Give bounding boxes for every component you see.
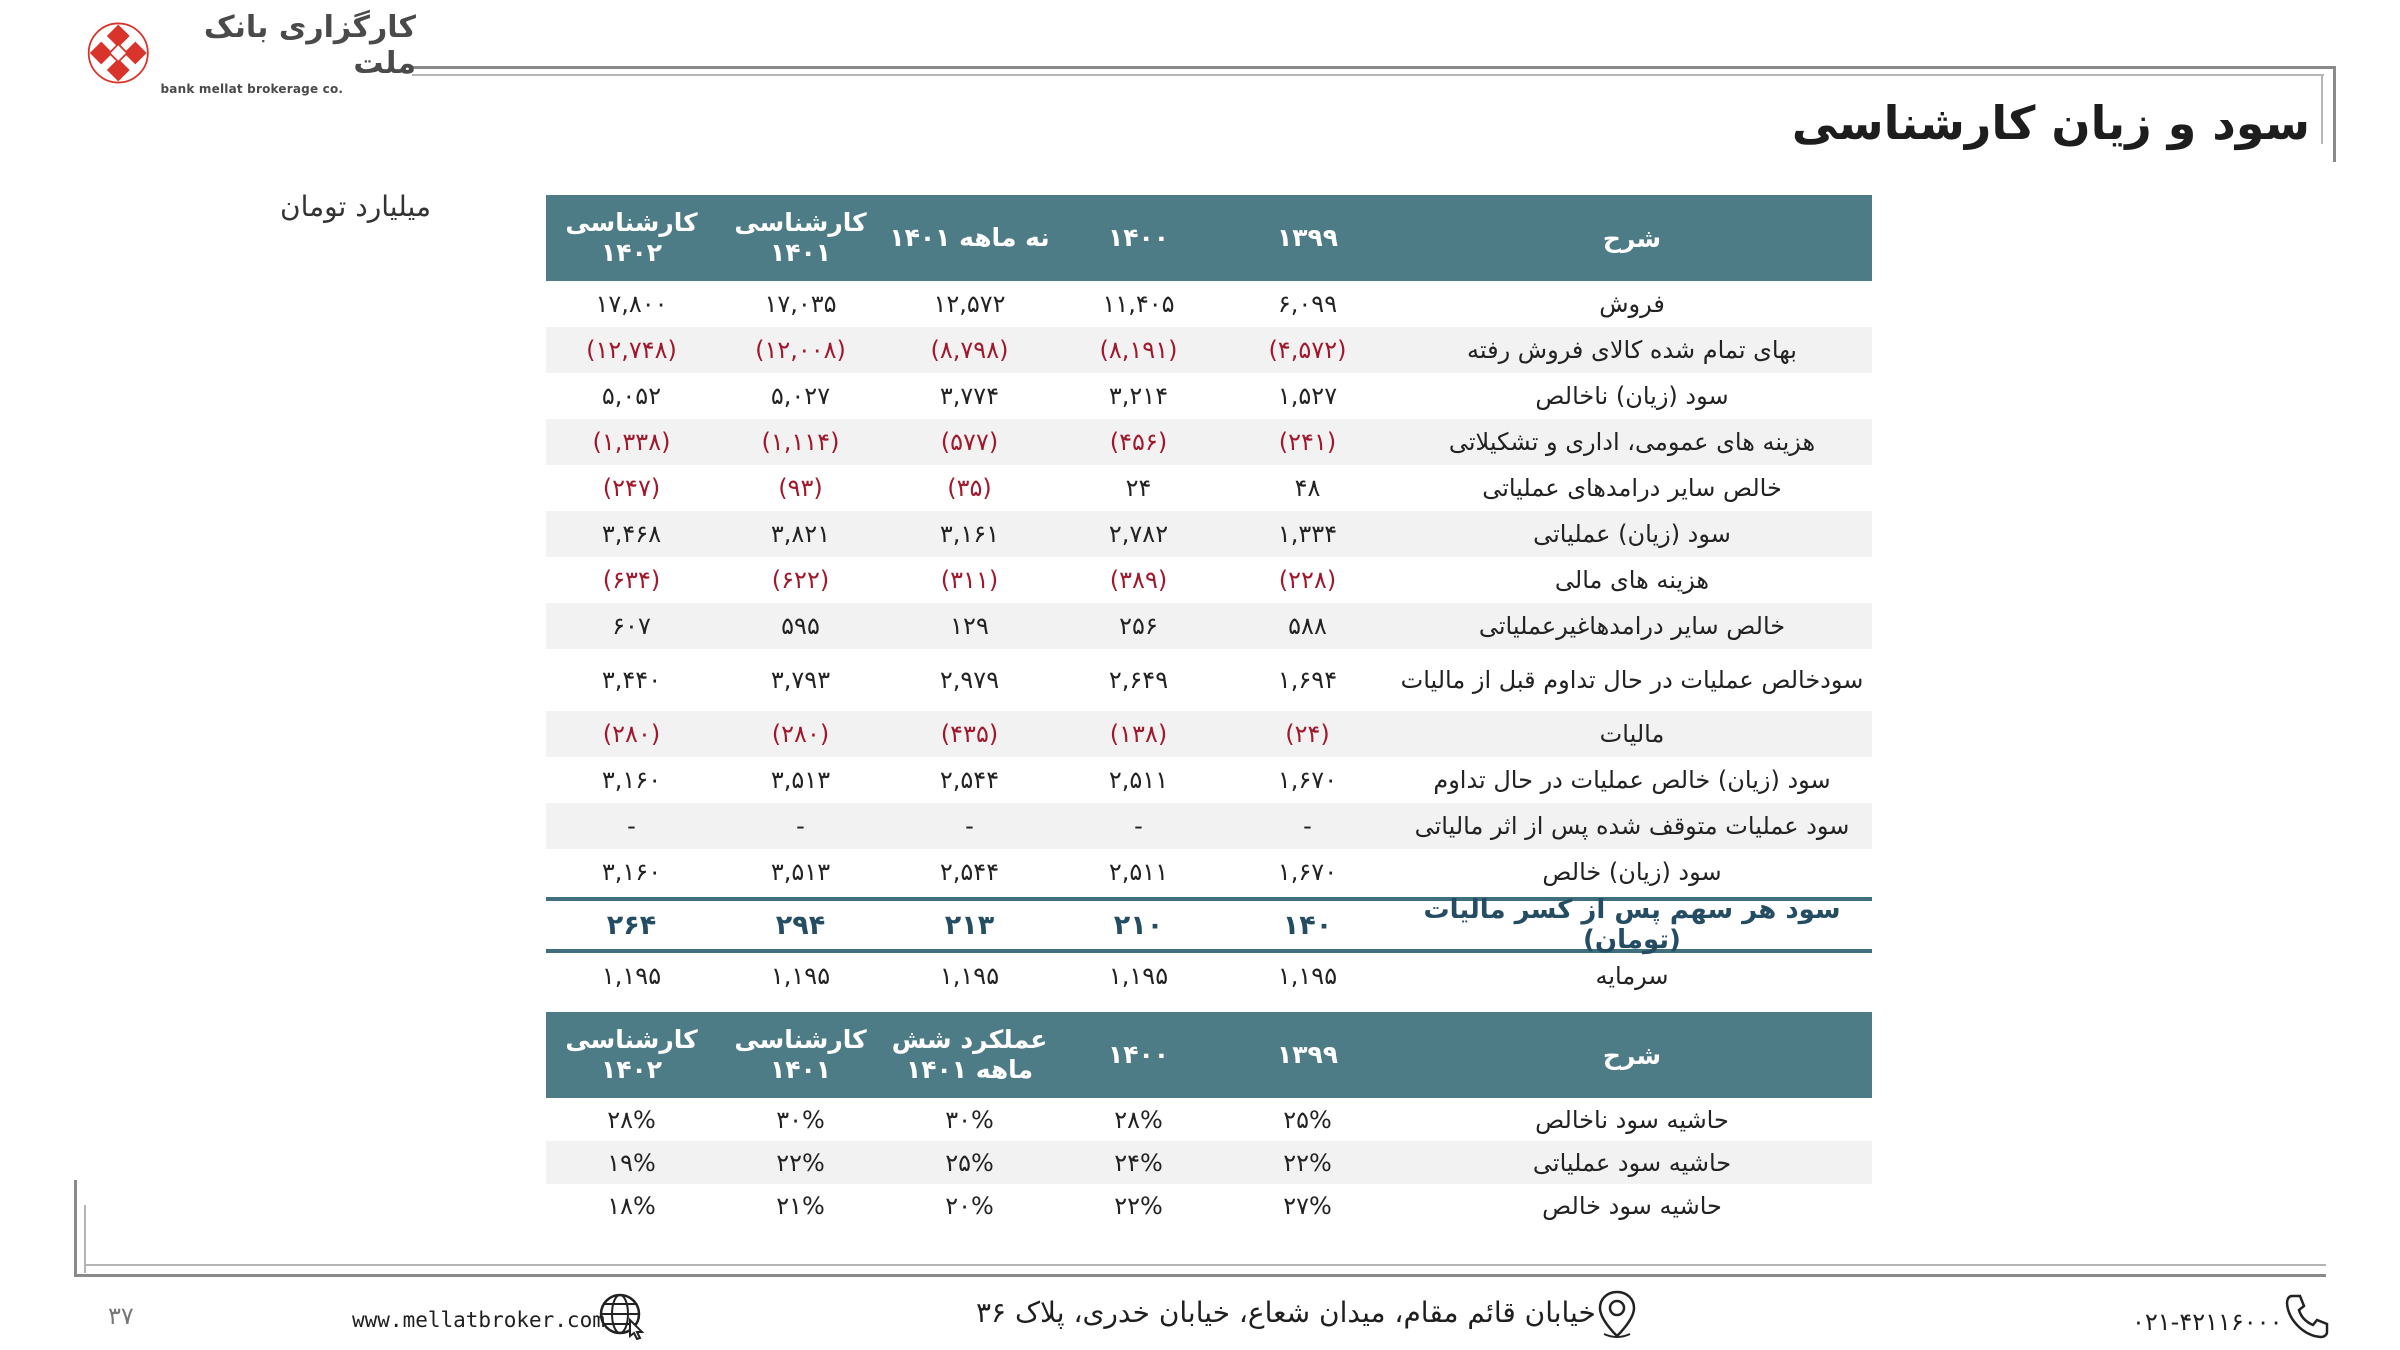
table-row [546,1141,1872,1184]
row-label-text: سود (زیان) عملیاتی [1533,520,1731,548]
row-label-text: هزینه های عمومی، اداری و تشکیلاتی [1448,428,1816,456]
row-value: ۳,۷۷۴ [939,382,1000,410]
row-value: ۱,۵۲۷ [1277,382,1338,410]
table-row [546,711,1872,757]
row-value: ۲۵% [945,1148,994,1177]
row-value: ۲۲% [1114,1191,1163,1220]
row-value: ۱,۱۹۵ [939,962,1000,990]
table-row [546,649,1872,711]
eps-row [546,897,1872,953]
table-body [546,281,1872,895]
header-cell: شرح [1602,1040,1662,1070]
row-value: ۱,۱۹۵ [1108,962,1169,990]
row-value: ۵۹۵ [781,612,820,640]
table-row [546,465,1872,511]
header-cell: نه ماهه ۱۴۰۱ [889,223,1050,252]
logo-emblem-icon [86,17,151,89]
row-label [1392,336,1872,364]
row-label: سرمایه [1595,962,1669,990]
row-value: ۲۷% [1283,1191,1332,1220]
row-value: (۲۸۰) [771,720,830,748]
page-number: ۳۷ [108,1302,134,1330]
row-value: (۵۷۷) [940,428,999,456]
table-row [546,511,1872,557]
table-row [546,557,1872,603]
row-value: ۳,۱۶۱ [939,520,1000,548]
row-value: (۱,۳۳۸) [592,428,671,456]
row-value: (۲۴۷) [602,474,661,502]
header-rule [412,66,2334,69]
row-value: ۵۸۸ [1288,612,1327,640]
row-value: ۲۸% [607,1105,656,1134]
row-value: ۲,۵۱۱ [1108,766,1169,794]
table-row [546,757,1872,803]
row-value: ۳,۷۹۳ [770,666,831,694]
row-value: (۲۴۱) [1278,428,1337,456]
row-value: ۱,۱۹۵ [1277,962,1338,990]
row-label [1392,566,1872,594]
row-label: حاشیه سود عملیاتی [1532,1148,1732,1177]
row-value: ۱۱,۴۰۵ [1102,290,1175,318]
row-value: ۱۷,۸۰۰ [595,290,668,318]
header-rule-inner [412,74,2324,76]
row-value: ۳,۱۶۰ [601,858,662,886]
header-cell: کارشناسی ۱۴۰۲ [565,208,698,267]
table-body [546,1098,1872,1227]
row-value: ۵,۰۲۷ [770,382,831,410]
row-label [1392,290,1872,318]
row-label: حاشیه سود خالص [1542,1191,1722,1220]
row-value: (۲۴) [1285,720,1330,748]
table-header-row [546,195,1872,281]
row-value: ۱۹% [607,1148,656,1177]
row-label [1392,766,1872,794]
row-value: - [965,812,974,840]
row-value: ۶۰۷ [612,612,651,640]
header-cell: ۱۴۰۰ [1107,223,1170,252]
phone-number: ۰۲۱-۴۲۱۱۶۰۰۰ [2132,1308,2283,1336]
row-value: - [1303,812,1312,840]
location-pin-icon [1594,1288,1640,1342]
brand-logo [86,10,416,96]
row-label-text: خالص سایر درامدهای عملیاتی [1482,474,1782,502]
row-value: ۲۲% [1283,1148,1332,1177]
row-label-text: خالص سایر درامدهاغیرعملیاتی [1478,612,1786,640]
table-row [546,419,1872,465]
header-cell: عملکرد شش ماهه ۱۴۰۱ [891,1025,1048,1084]
table-row [546,849,1872,895]
row-value: (۳۵) [947,474,992,502]
table-row [546,373,1872,419]
row-value: ۴۸ [1294,474,1321,502]
row-value: ۲۴% [1114,1148,1163,1177]
row-value: (۴۵۶) [1109,428,1168,456]
header-rule-right [2333,66,2336,162]
row-value: ۲۲% [776,1148,825,1177]
row-label-text: سودخالص عملیات در حال تداوم قبل از مالیات [1400,666,1864,694]
table-row [546,603,1872,649]
header-cell: کارشناسی ۱۴۰۱ [734,1025,867,1084]
row-label [1392,612,1872,640]
row-value: (۸,۱۹۱) [1099,336,1178,364]
row-value: ۲,۷۸۲ [1108,520,1169,548]
row-value: ۲,۵۱۱ [1108,858,1169,886]
row-value: (۱,۱۱۴) [761,428,840,456]
header-rule-right-inner [2321,74,2323,144]
footer-rule-left-inner [84,1205,86,1273]
row-value: - [1134,812,1143,840]
header-cell: کارشناسی ۱۴۰۱ [734,208,867,267]
row-value: (۱۳۸) [1109,720,1168,748]
row-value: (۱۲,۰۰۸) [755,336,846,364]
row-value: ۱,۱۹۵ [770,962,831,990]
row-value: ۲۵% [1283,1105,1332,1134]
table-row [546,327,1872,373]
row-value: ۲,۵۴۴ [939,858,1000,886]
globe-icon [598,1292,648,1340]
header-cell: شرح [1602,223,1662,253]
phone-icon [2282,1290,2332,1342]
row-value: (۴۳۵) [940,720,999,748]
row-value: ۱,۶۷۰ [1277,766,1338,794]
row-value: ۶,۰۹۹ [1277,290,1338,318]
row-label [1392,520,1872,548]
row-value: ۲۹۴ [775,909,826,941]
row-value: ۳,۵۱۳ [770,766,831,794]
row-label-text: سود عملیات متوقف شده پس از اثر مالیاتی [1414,812,1850,840]
row-value: ۱۷,۰۳۵ [764,290,837,318]
row-label-text: بهای تمام شده کالای فروش رفته [1467,336,1797,364]
unit-note: میلیارد تومان [280,190,431,223]
row-value: ۳,۸۲۱ [770,520,831,548]
table-row [546,1184,1872,1227]
row-value: - [796,812,805,840]
row-label-text: سود (زیان) خالص عملیات در حال تداوم [1433,766,1831,794]
row-value: ۱,۱۹۵ [601,962,662,990]
row-value: (۱۲,۷۴۸) [586,336,677,364]
row-value: ۳,۵۱۳ [770,858,831,886]
row-value: ۳,۴۴۰ [601,666,662,694]
row-value: (۶۳۴) [602,566,661,594]
row-value: ۲۵۶ [1119,612,1158,640]
margin-table [546,1012,1872,1227]
row-value: ۱۴۰ [1282,909,1333,941]
row-value: ۳۰% [776,1105,825,1134]
row-value: ۱۸% [607,1191,656,1220]
capital-row [546,953,1872,999]
row-label-text: سود (زیان) خالص [1542,858,1722,886]
table-row [546,803,1872,849]
row-label [1392,666,1872,694]
row-label-text: فروش [1599,290,1665,318]
footer-rule-inner [84,1264,2326,1266]
row-value: (۴,۵۷۲) [1268,336,1347,364]
row-label: سود هر سهم پس از کسر مالیات (تومان) [1423,895,1841,955]
row-value: ۳,۲۱۴ [1108,382,1169,410]
row-value: ۱,۶۷۰ [1277,858,1338,886]
row-value: - [627,812,636,840]
row-value: ۵,۰۵۲ [601,382,662,410]
header-cell: ۱۳۹۹ [1276,223,1339,252]
header-cell: ۱۴۰۰ [1107,1040,1170,1069]
row-value: ۲۶۴ [606,909,657,941]
row-label-text: هزینه های مالی [1554,566,1710,594]
footer-rule [74,1274,2326,1277]
row-value: ۲,۶۴۹ [1108,666,1169,694]
row-value: (۲۲۸) [1278,566,1337,594]
row-label-text: مالیات [1599,720,1665,748]
row-value: (۹۳) [778,474,823,502]
row-value: ۳۰% [945,1105,994,1134]
row-value: (۲۸۰) [602,720,661,748]
brand-name-en: bank mellat brokerage co. [160,82,344,96]
row-value: (۳۸۹) [1109,566,1168,594]
row-value: ۲۱% [776,1191,825,1220]
row-value: ۱,۶۹۴ [1277,666,1338,694]
table-row [546,281,1872,327]
row-value: ۲۸% [1114,1105,1163,1134]
row-value: ۳,۱۶۰ [601,766,662,794]
row-value: ۲۱۳ [944,909,995,941]
row-value: ۲,۹۷۹ [939,666,1000,694]
row-label [1392,858,1872,886]
row-value: ۱,۳۳۴ [1277,520,1338,548]
table-header-row [546,1012,1872,1098]
row-value: ۳,۴۶۸ [601,520,662,548]
row-label [1392,812,1872,840]
address-text: خیابان قائم مقام، میدان شعاع، خیابان خدری، پلاک ۳۶ [976,1296,1596,1329]
row-label [1392,428,1872,456]
row-label-text: سود (زیان) ناخالص [1535,382,1729,410]
table-row [546,1098,1872,1141]
row-label: حاشیه سود ناخالص [1535,1105,1729,1134]
row-value: (۳۱۱) [940,566,999,594]
row-label [1392,382,1872,410]
row-value: (۸,۷۹۸) [930,336,1009,364]
footer-rule-left [74,1180,77,1276]
row-value: ۱۲۹ [950,612,989,640]
row-value: ۲۴ [1125,474,1152,502]
income-statement-table [546,195,1872,999]
row-label [1392,720,1872,748]
brand-name-fa: کارگزاری بانک ملت [203,10,416,81]
row-value: ۲,۵۴۴ [939,766,1000,794]
header-cell: ۱۳۹۹ [1276,1040,1339,1069]
row-value: ۲۰% [945,1191,994,1220]
row-value: ۱۲,۵۷۲ [933,290,1006,318]
header-cell: کارشناسی ۱۴۰۲ [565,1025,698,1084]
row-value: ۲۱۰ [1113,909,1164,941]
row-label [1392,474,1872,502]
page-title: سود و زیان کارشناسی [1791,96,2310,150]
row-value: (۶۲۲) [771,566,830,594]
website-link[interactable]: www.mellatbroker.com [352,1308,605,1332]
